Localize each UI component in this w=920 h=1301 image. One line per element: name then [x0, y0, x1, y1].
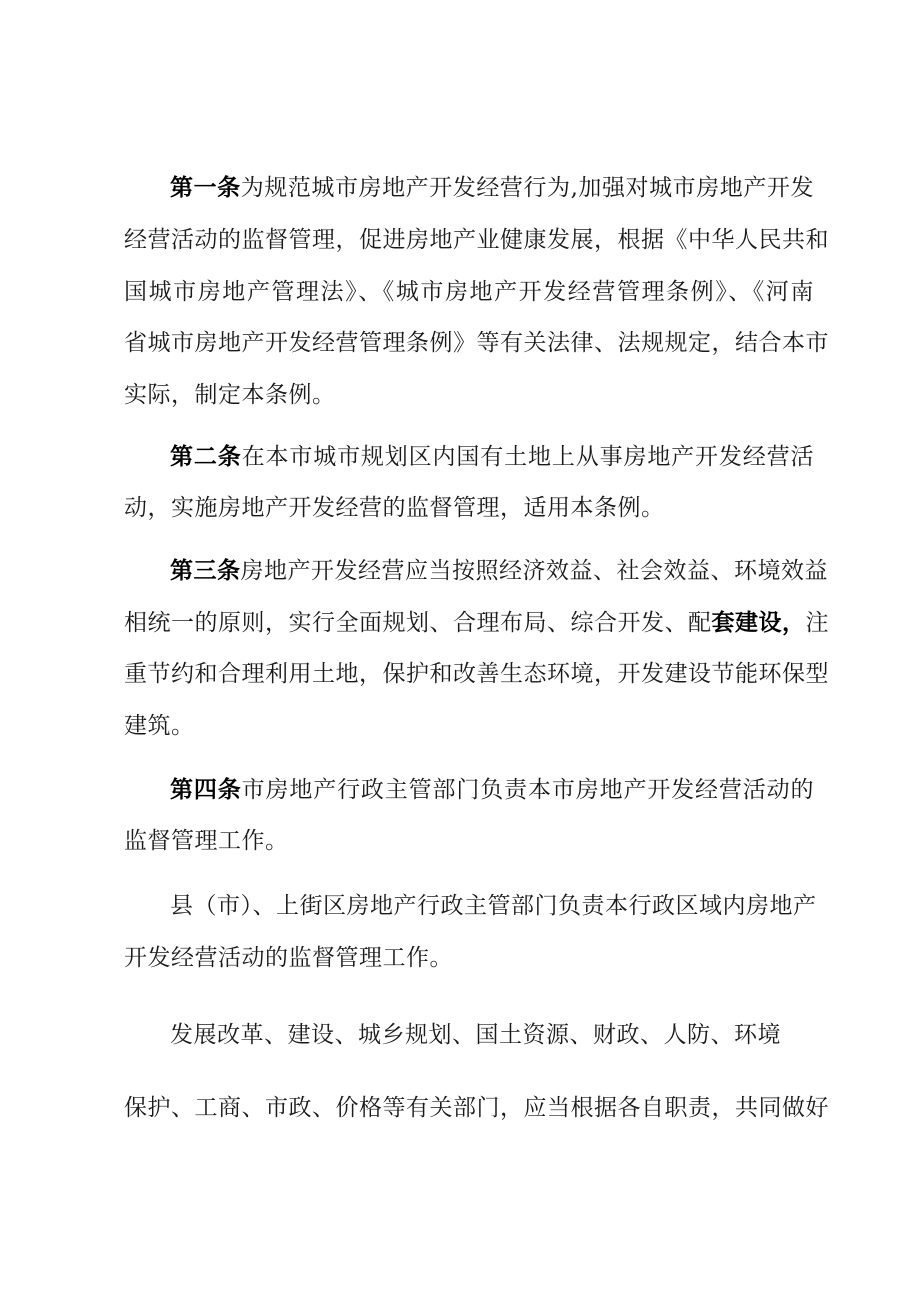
- paragraph-2-line-1: 发展改革、建设、城乡规划、国土资源、财政、人防、环境: [170, 1022, 781, 1048]
- article-2-line-2: 动，实施房地产开发经营的监督管理，适用本条例。: [124, 495, 665, 521]
- article-1-line-3: 国城市房地产管理法》、《城市房地产开发经营管理条例》、《河南: [124, 279, 814, 305]
- article-3-line-1: [170, 551, 828, 591]
- article-3-line-4: 建筑。: [124, 713, 195, 739]
- paragraph-2-line-2: 保护、工商、市政、价格等有关部门，应当根据各自职责，共同做好: [124, 1095, 829, 1121]
- article-4-line-2: 监督管理工作。: [124, 828, 289, 854]
- article-2-text: 在本市城市规划区内国有土地上从事房地产开发经营活: [241, 444, 815, 470]
- article-2-line-1: [170, 437, 814, 477]
- article-3-line-2-tail: 注: [805, 610, 829, 636]
- article-4-line-1: [170, 770, 814, 810]
- paragraph-1-line-1: 县（市）、上街区房地产行政主管部门负责本行政区域内房地产: [170, 893, 817, 919]
- article-3-text: 房地产开发经营应当按照经济效益、社会效益、环境效益: [240, 558, 828, 584]
- article-4-text: 市房地产行政主管部门负责本市房地产开发经营活动的: [241, 777, 815, 803]
- article-3-line-2: [124, 603, 829, 643]
- article-3-line-2-text: 相统一的原则，实行全面规划、合理布局、综合开发、配: [124, 610, 712, 636]
- article-1-line-1: [170, 168, 814, 208]
- article-4-heading: 第四条: [170, 777, 242, 803]
- article-1-heading: 第一条: [170, 175, 241, 201]
- article-1-line-4: 省城市房地产开发经营管理条例》等有关法律、法规规定，结合本市: [124, 330, 829, 356]
- article-1-text: 为规范城市房地产开发经营行为,加强对城市房地产开发: [240, 175, 814, 201]
- article-1-line-2: 经营活动的监督管理，促进房地产业健康发展，根据《中华人民共和: [124, 227, 829, 253]
- paragraph-1-line-2: 开发经营活动的监督管理工作。: [124, 945, 453, 971]
- article-3-heading: 第三条: [170, 558, 241, 584]
- article-3-line-3: 重节约和合理利用土地，保护和改善生态环境，开发建设节能环保型: [124, 661, 829, 687]
- article-2-heading: 第二条: [170, 444, 242, 470]
- article-3-bold-fragment: 套建设，: [711, 610, 806, 636]
- article-1-line-5: 实际，制定本条例。: [124, 382, 336, 408]
